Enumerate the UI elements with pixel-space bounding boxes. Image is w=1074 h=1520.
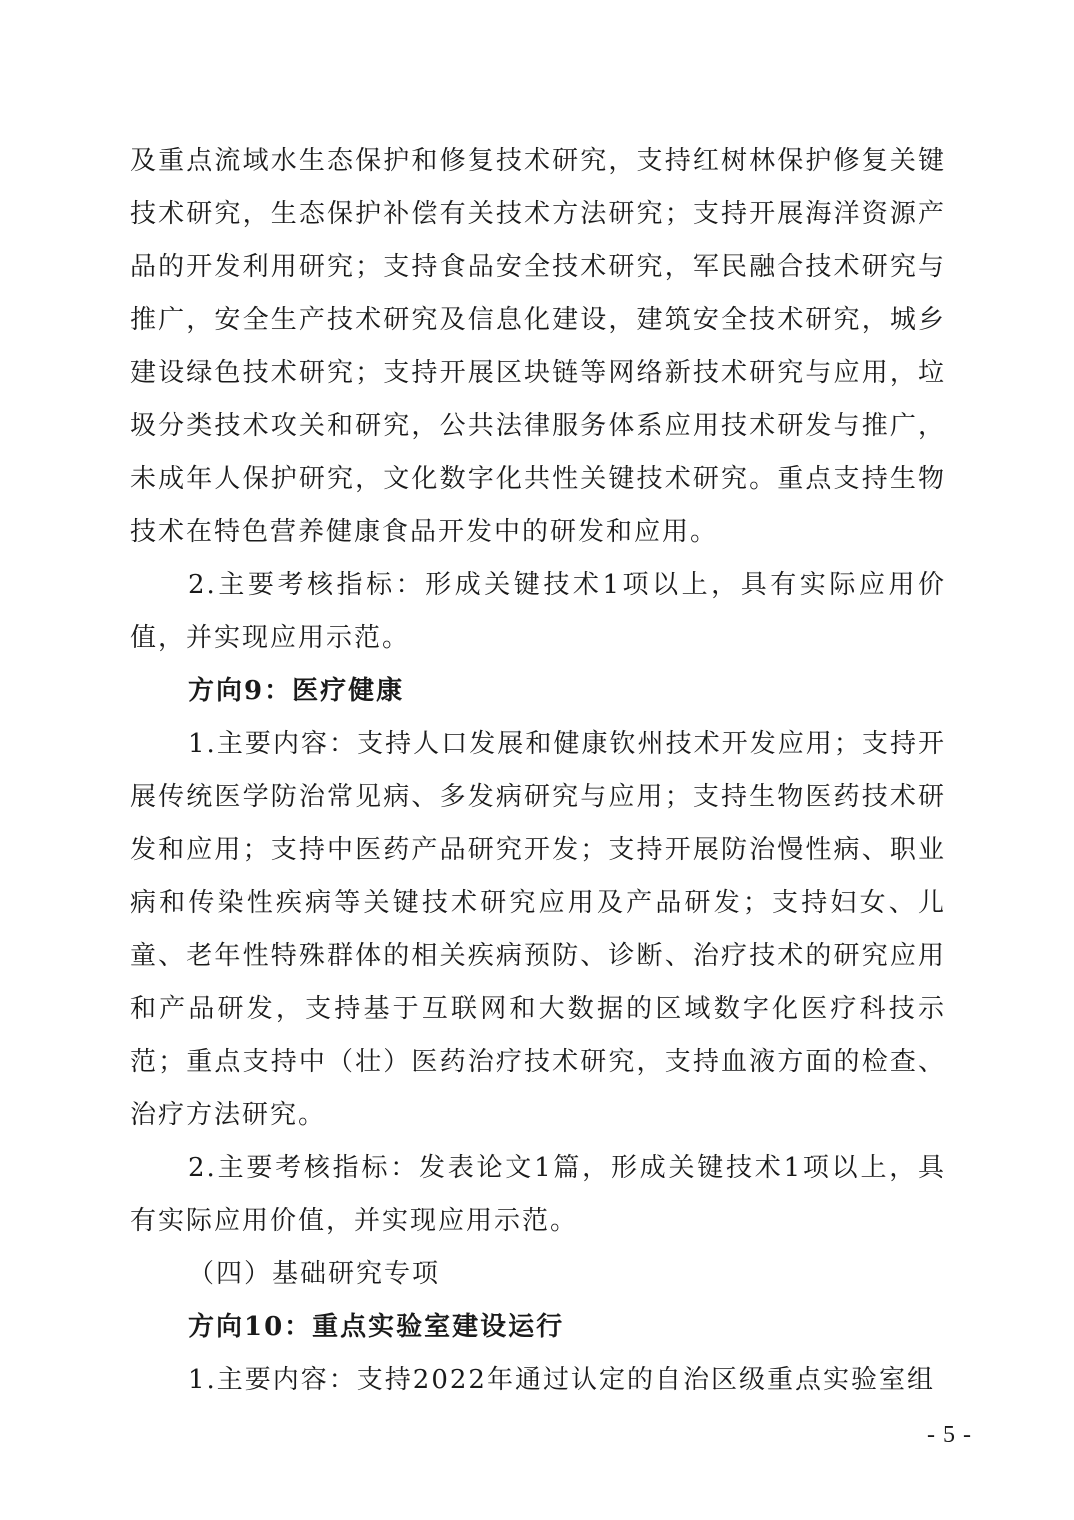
document-body xyxy=(130,135,946,1407)
section-heading-direction-9: 方向9：医疗健康 xyxy=(188,676,405,706)
body-paragraph-continued: 及重点流域水生态保护和修复技术研究，支持红树林保护修复关键技术研究，生态保护补偿有关技术方法研究；支持开展海洋资源产品的开发利用研究；支持食品安全技术研究，军民融合技术研究与推广，安全生产技术研究及信息化建设，建筑安全技术研究，城乡建设绿色技术研究；支持开展区块链等网络新技术研究与应用，垃圾分类技术攻关和研究，公共法律服务体系应用技术研发与推广，未成年人保护研究，文化数字化共性关键技术研究。重点支持生物技术在特色营养健康食品开发中的研发和应用。 xyxy=(130,146,946,547)
section-heading-direction-10: 方向10：重点实验室建设运行 xyxy=(188,1312,565,1342)
main-content-paragraph: 1.主要内容：支持人口发展和健康钦州技术开发应用；支持开展传统医学防治常见病、多发病研究与应用；支持生物医药技术研发和应用；支持中医药产品研究开发；支持开展防治慢性病、职业病和传染性疾病等关键技术研究应用及产品研发；支持妇女、儿童、老年性特殊群体的相关疾病预防、诊断、治疗技术的研究应用和产品研发，支持基于互联网和大数据的区域数字化医疗科技示范；重点支持中（壮）医药治疗技术研究，支持血液方面的检查、治疗方法研究。 xyxy=(130,729,946,1130)
main-content-paragraph: 1.主要内容：支持2022年通过认定的自治区级重点实验室组 xyxy=(188,1365,935,1395)
assessment-indicator-paragraph: 2.主要考核指标：发表论文1篇，形成关键技术1项以上，具有实际应用价值，并实现应用示范。 xyxy=(130,1153,946,1236)
page-number: - 5 - xyxy=(927,1422,972,1448)
assessment-indicator-paragraph: 2.主要考核指标：形成关键技术1项以上，具有实际应用价值，并实现应用示范。 xyxy=(130,570,946,653)
subsection-heading-basic-research: （四）基础研究专项 xyxy=(188,1259,441,1289)
